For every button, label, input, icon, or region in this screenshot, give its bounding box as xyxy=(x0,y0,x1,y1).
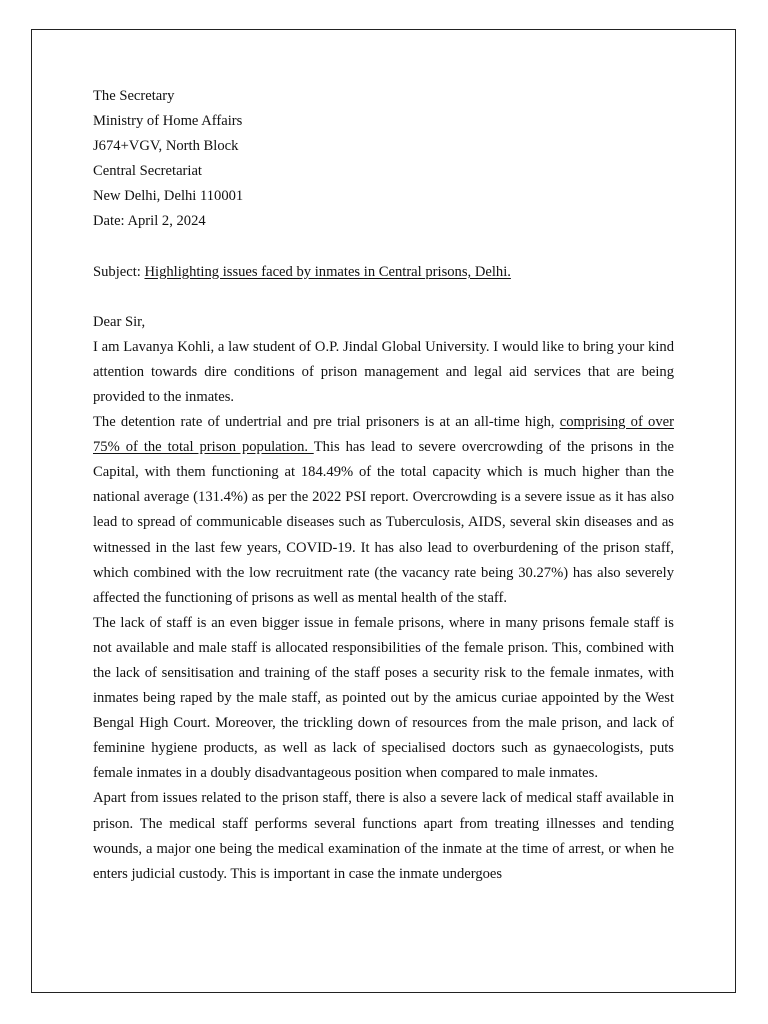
address-line-secretariat: Central Secretariat xyxy=(93,163,202,180)
paragraph-overcrowding-rest: This has lead to severe overcrowding of the prisons in the Capital, with them functioning at 184.49% of the total capacity which is much higher than the national average (131.4%) as per the 2022 PSI report. Overcrowding is a severe issue as it has also lead to spread of communicable diseases such as Tuberculosis, AIDS, several skin diseases and as witnessed in the last few years, COVID-19. It has also lead to overburdening of the prison staff, which combined with the low recruitment rate (the vacancy rate being 30.27%) has also severely affected the functioning of prisons as well as mental health of the staff. xyxy=(93,439,674,606)
letter-date: Date: April 2, 2024 xyxy=(93,213,206,230)
subject-text: Highlighting issues faced by inmates in Central prisons, Delhi. xyxy=(144,263,511,280)
address-line-ministry: Ministry of Home Affairs xyxy=(93,113,243,130)
letter-body xyxy=(93,84,674,887)
salutation: Dear Sir, xyxy=(93,313,146,330)
paragraph-female-prisons: The lack of staff is an even bigger issue in female prisons, where in many prisons female staff is not available and male staff is allocated responsibilities of the female prison. This, combined with the lack of sensitisation and training of the staff poses a security risk to the female inmates, with inmates being raped by the male staff, as pointed out by the amicus curiae appointed by the West Bengal High Court. Moreover, the trickling down of resources from the male prison, and lack of feminine hygiene products, as well as lack of specialised doctors such as gynaecologists, puts female inmates in a doubly disadvantageous position when compared to male inmates. xyxy=(93,614,674,782)
paragraph-introduction: I am Lavanya Kohli, a law student of O.P. Jindal Global University. I would like to bring your kind attention towards dire conditions of prison management and legal aid services that are being provided to the inmates. xyxy=(93,338,674,405)
address-line-city: New Delhi, Delhi 110001 xyxy=(93,188,244,205)
paragraph-medical-staff: Apart from issues related to the prison staff, there is also a severe lack of medical staff available in prison. The medical staff performs several functions apart from treating illnesses and tending wounds, a major one being the medical examination of the inmate at the time of arrest, or when he enters judicial custody. This is important in case the inmate undergoes xyxy=(93,790,674,882)
paragraph-overcrowding xyxy=(93,410,674,611)
subject-line xyxy=(93,260,674,285)
address-line-block: J674+VGV, North Block xyxy=(93,138,239,155)
paragraph-overcrowding-start: The detention rate of undertrial and pre trial prisoners is at an all-time high, xyxy=(93,414,560,431)
paragraph-overcrowding-underlined: comprising of over 75% of the total prison population. xyxy=(93,414,674,456)
recipient-address xyxy=(93,84,674,235)
address-line-title: The Secretary xyxy=(93,88,175,104)
subject-label: Subject: xyxy=(93,263,145,280)
